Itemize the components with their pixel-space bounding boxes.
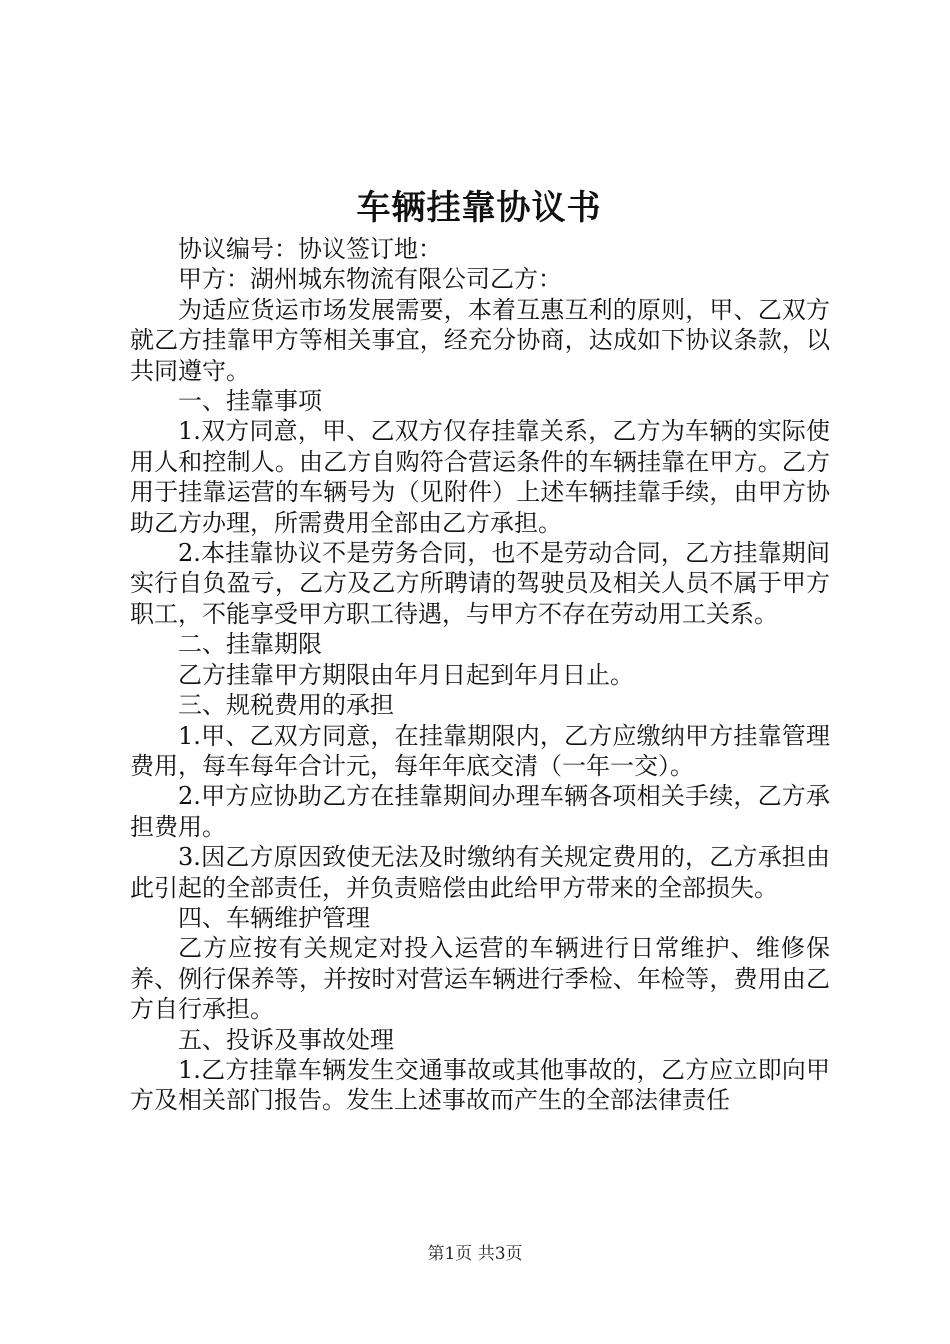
document-body bbox=[130, 234, 830, 1116]
document-title: 车辆挂靠协议书 bbox=[356, 188, 602, 228]
section-heading-5: 五、投诉及事故处理 bbox=[178, 1025, 394, 1054]
clause-3-1: 1.甲、乙双方同意，在挂靠期限内，乙方应缴纳甲方挂靠管理费用，每车每年合计元，每年年底交清（一年一交）。 bbox=[130, 721, 830, 780]
section-heading-2: 二、挂靠期限 bbox=[178, 630, 322, 659]
section-heading-1: 一、挂靠事项 bbox=[178, 387, 322, 416]
page-number-footer: 第1页 共3页 bbox=[427, 1244, 523, 1264]
party-line: 甲方：湖州城东物流有限公司乙方： bbox=[178, 265, 562, 294]
clause-4: 乙方应按有关规定对投入运营的车辆进行日常维护、维修保养、例行保养等，并按时对营运车辆进行季检、年检等，费用由乙方自行承担。 bbox=[130, 934, 830, 1024]
clause-5-1: 1.乙方挂靠车辆发生交通事故或其他事故的，乙方应立即向甲方及相关部门报告。发生上述事故而产生的全部法律责任 bbox=[130, 1055, 830, 1115]
clause-3-2: 2.甲方应协助乙方在挂靠期间办理车辆各项相关手续，乙方承担费用。 bbox=[130, 782, 830, 841]
section-heading-3: 三、规税费用的承担 bbox=[178, 691, 394, 720]
clause-1-2: 2.本挂靠协议不是劳务合同，也不是劳动合同，乙方挂靠期间实行自负盈亏，乙方及乙方所聘请的驾驶员及相关人员不属于甲方职工，不能享受甲方职工待遇，与甲方不存在劳动用工关系。 bbox=[130, 539, 830, 628]
agreement-number-line: 协议编号：协议签订地： bbox=[178, 235, 442, 263]
clause-2: 乙方挂靠甲方期限由年月日起到年月日止。 bbox=[178, 660, 634, 689]
clause-1-1: 1.双方同意，甲、乙双方仅存挂靠关系，乙方为车辆的实际使用人和控制人。由乙方自购符合营运条件的车辆挂靠在甲方。乙方用于挂靠运营的车辆号为（见附件）上述车辆挂靠手续，由甲方协助乙方办理，所需费用全部由乙方承担。 bbox=[130, 417, 830, 537]
section-heading-4: 四、车辆维护管理 bbox=[178, 903, 370, 932]
preamble-paragraph: 为适应货运市场发展需要，本着互惠互利的原则，甲、乙双方就乙方挂靠甲方等相关事宜，经充分协商，达成如下协议条款，以共同遵守。 bbox=[130, 295, 830, 385]
clause-3-3: 3.因乙方原因致使无法及时缴纳有关规定费用的，乙方承担由此引起的全部责任，并负责赔偿由此给甲方带来的全部损失。 bbox=[130, 843, 830, 902]
